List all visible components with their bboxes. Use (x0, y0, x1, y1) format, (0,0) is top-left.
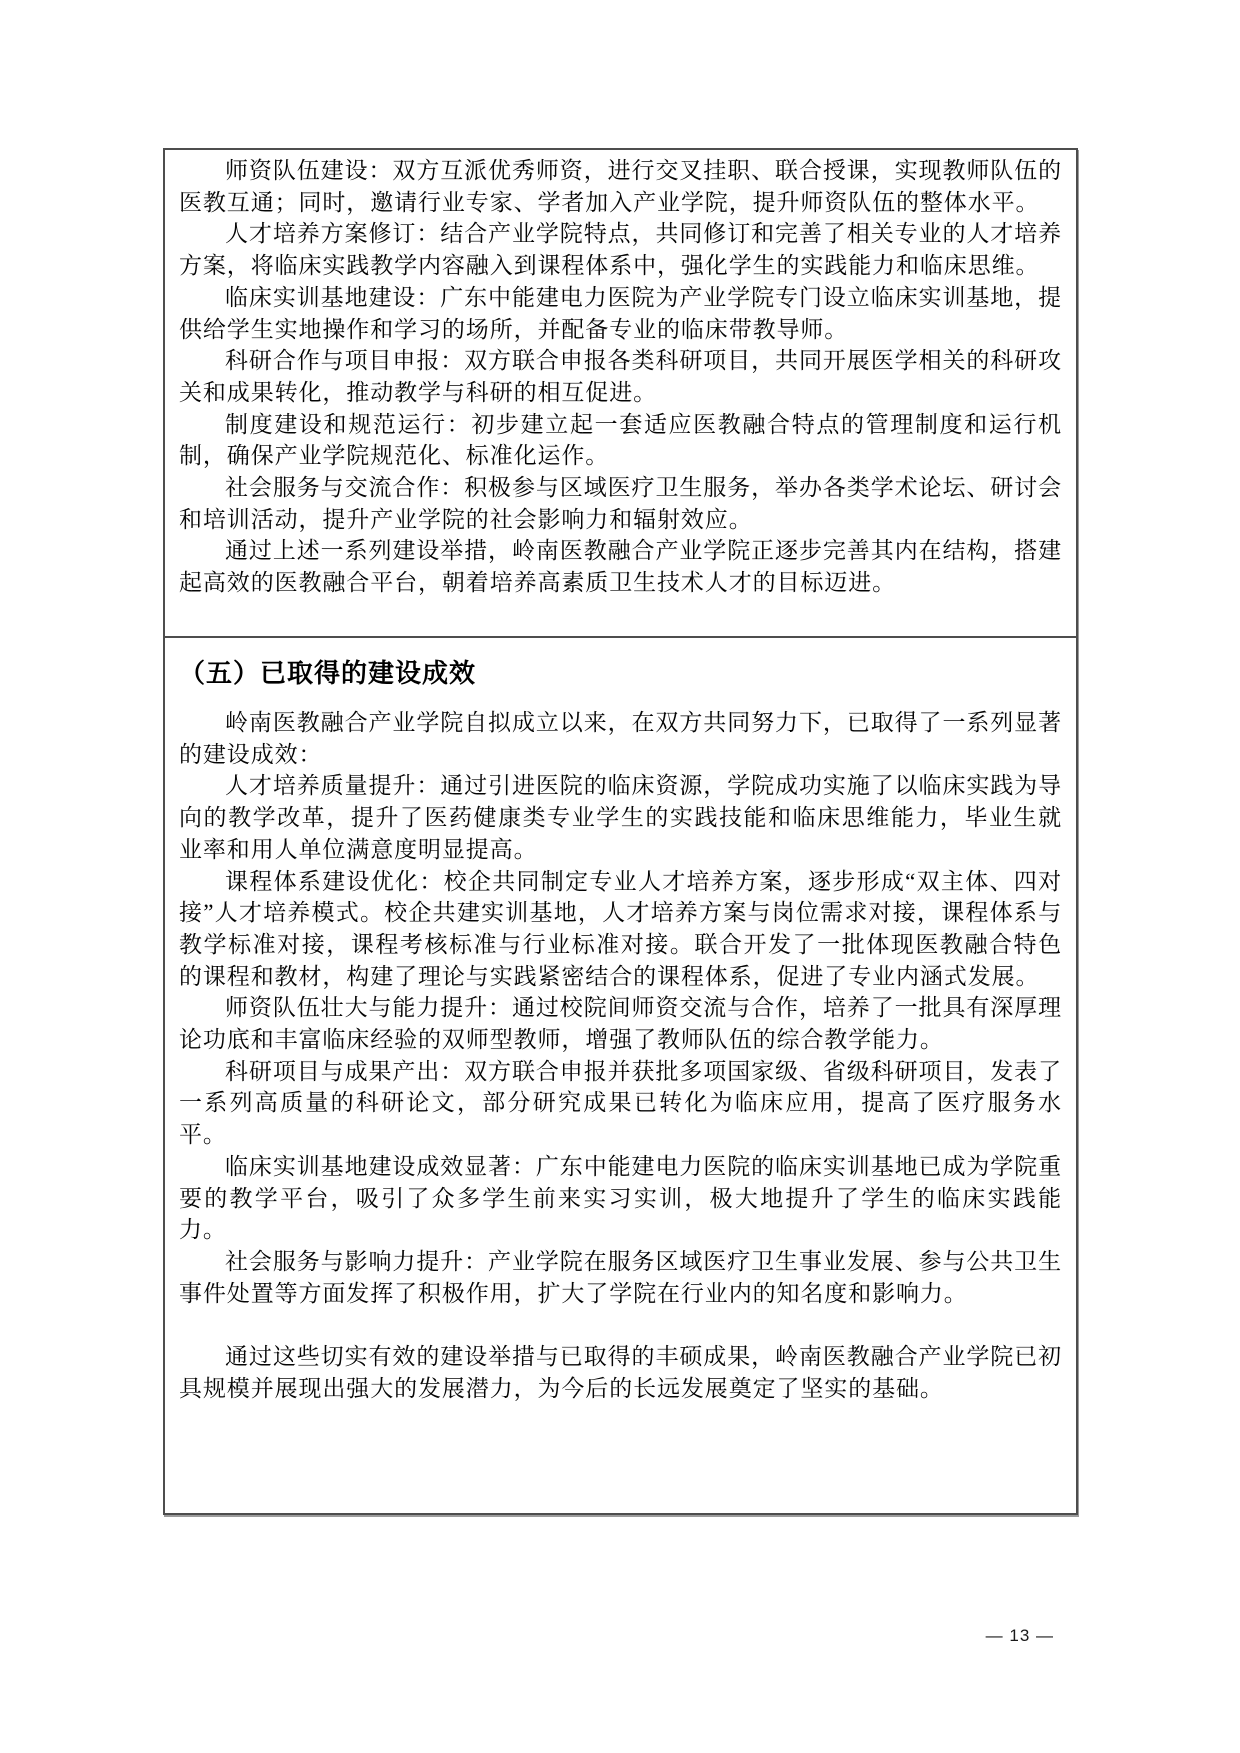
section-heading: （五）已取得的建设成效 (179, 658, 477, 688)
blank-line (179, 1309, 1062, 1341)
paragraph-training-plan-revision: 人才培养方案修订：结合产业学院特点，共同修订和完善了相关专业的人才培养方案，将临床实践教学内容融入到课程体系中，强化学生的实践能力和临床思维。 (179, 221, 1062, 279)
paragraph-research-cooperation: 科研合作与项目申报：双方联合申报各类科研项目，共同开展医学相关的科研攻关和成果转化，推动教学与科研的相互促进。 (179, 348, 1062, 405)
paragraph-summary: 通过上述一系列建设举措，岭南医教融合产业学院正逐步完善其内在结构，搭建起高效的医教融合平台，朝着培养高素质卫生技术人才的目标迈进。 (179, 538, 1062, 596)
paragraph-training-base-results: 临床实训基地建设成效显著：广东中能建电力医院的临床实训基地已成为学院重要的教学平台，吸引了众多学生前来实习实训，极大地提升了学生的临床实践能力。 (179, 1153, 1062, 1243)
table-cell-achievements (165, 636, 1076, 1513)
paragraph-talent-quality: 人才培养质量提升：通过引进医院的临床资源，学院成功实施了以临床实践为导向的教学改革，提升了医药健康类专业学生的实践技能和临床思维能力，毕业生就业率和用人单位满意度明显提高。 (179, 773, 1062, 862)
paragraph-teacher-team: 师资队伍建设：双方互派优秀师资，进行交叉挂职、联合授课，实现教师队伍的医教互通；同时，邀请行业专家、学者加入产业学院，提升师资队伍的整体水平。 (179, 158, 1062, 215)
paragraph-social-service: 社会服务与交流合作：积极参与区域医疗卫生服务，举办各类学术论坛、研讨会和培训活动，提升产业学院的社会影响力和辐射效应。 (179, 475, 1062, 532)
paragraph-social-influence: 社会服务与影响力提升：产业学院在服务区域医疗卫生事业发展、参与公共卫生事件处置等方面发挥了积极作用，扩大了学院在行业内的知名度和影响力。 (179, 1248, 1062, 1306)
page-number: — 13 — (985, 1626, 1054, 1645)
paragraph-system-building: 制度建设和规范运行：初步建立起一套适应医教融合特点的管理制度和运行机制，确保产业学院规范化、标准化运作。 (179, 411, 1062, 469)
table-cell-building-measures (165, 150, 1076, 636)
paragraph-clinical-base: 临床实训基地建设：广东中能建电力医院为产业学院专门设立临床实训基地，提供给学生实地操作和学习的场所，并配备专业的临床带教导师。 (179, 284, 1062, 342)
paragraph-closing: 通过这些切实有效的建设举措与已取得的丰硕成果，岭南医教融合产业学院已初具规模并展现出强大的发展潜力，为今后的长远发展奠定了坚实的基础。 (179, 1344, 1062, 1401)
paragraph-achievements-intro: 岭南医教融合产业学院自拟成立以来，在双方共同努力下，已取得了一系列显著的建设成效： (179, 710, 1062, 767)
paragraph-curriculum-optimization: 课程体系建设优化：校企共同制定专业人才培养方案，逐步形成“双主体、四对接”人才培养模式。校企共建实训基地，人才培养方案与岗位需求对接，课程体系与教学标准对接，课程考核标准与行业标准对接。联合开发了一批体现医教融合特色的课程和教材，构建了理论与实践紧密结合的课程体系，促进了专业内涵式发展。 (179, 868, 1062, 989)
paragraph-research-output: 科研项目与成果产出：双方联合申报并获批多项国家级、省级科研项目，发表了一系列高质量的科研论文，部分研究成果已转化为临床应用，提高了医疗服务水平。 (179, 1058, 1062, 1148)
content-table (163, 148, 1078, 1515)
paragraph-faculty-growth: 师资队伍壮大与能力提升：通过校院间师资交流与合作，培养了一批具有深厚理论功底和丰富临床经验的双师型教师，增强了教师队伍的综合教学能力。 (179, 995, 1062, 1053)
